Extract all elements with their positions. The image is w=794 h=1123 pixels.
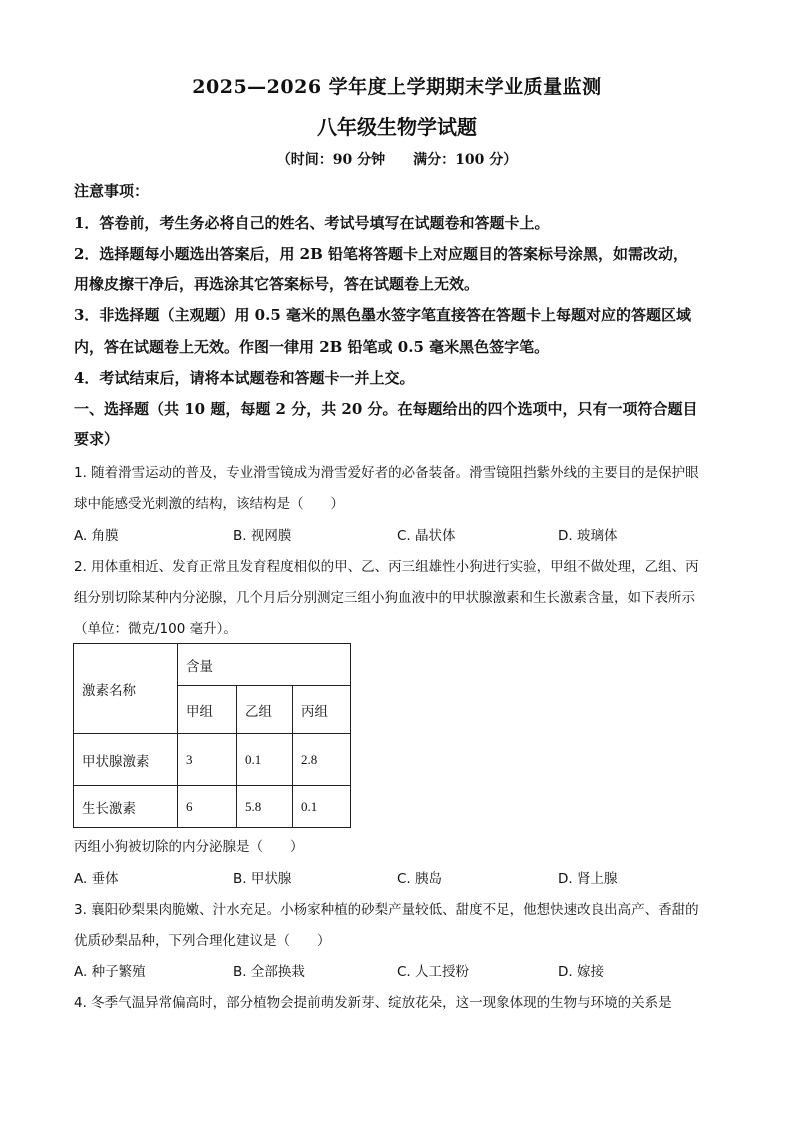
note-line: 2．选择题每小题选出答案后，用 2B 铅笔将答题卡上对应题目的答案标号涂黑，如需改动， [74,245,689,263]
section-heading: 一、选择题（共 10 题，每题 2 分，共 20 分。在每题给出的四个选项中，只有一项符合题目 [74,400,698,418]
column-header: 乙组 [237,686,293,734]
q2-stem: 2. 用体重相近、发育正常且发育程度相似的甲、乙、丙三组雄性小狗进行实验，甲组不做处理，乙组、丙 [74,559,699,575]
q1-option-a: A. 角膜 [74,528,119,544]
q4-stem: 4. 冬季气温异常偏高时，部分植物会提前萌发新芽、绽放花朵，这一现象体现的生物与环境的关系是 [74,995,672,1011]
q2-unit: （单位：微克/100 毫升）。 [74,621,237,637]
table-cell: 5.8 [237,786,293,828]
note-line: 3．非选择题（主观题）用 0.5 毫米的黑色墨水签字笔直接答在答题卡上每题对应的答题区域 [74,306,691,324]
row-label: 生长激素 [74,786,178,828]
q2-option-d: D. 肾上腺 [558,871,618,887]
q3-stem-cont: 优质砂梨品种，下列合理化建议是（ ） [74,933,331,949]
q3-option-b: B. 全部换栽 [233,964,305,980]
q3-option-d: D. 嫁接 [558,964,604,980]
table-cell: 3 [178,734,237,786]
q2-question: 丙组小狗被切除的内分泌腺是（ ） [74,839,304,855]
q1-option-d: D. 玻璃体 [558,528,618,544]
q3-option-a: A. 种子繁殖 [74,964,146,980]
row-label: 甲状腺激素 [74,734,178,786]
q2-stem-cont: 组分别切除某种内分泌腺，几个月后分别测定三组小狗血液中的甲状腺激素和生长激素含量，如下表所示 [74,590,695,606]
q2-option-c: C. 胰岛 [397,871,443,887]
q1-stem: 1. 随着滑雪运动的普及，专业滑雪镜成为滑雪爱好者的必备装备。滑雪镜阻挡紫外线的主要目的是保护眼 [74,465,699,481]
note-line: 用橡皮擦干净后，再选涂其它答案标号，答在试题卷上无效。 [74,275,480,293]
column-header: 丙组 [293,686,351,734]
q1-option-c: C. 晶状体 [397,528,456,544]
q1-stem-cont: 球中能感受光刺激的结构，该结构是（ ） [74,496,344,512]
note-line: 4．考试结束后，请将本试题卷和答题卡一并上交。 [74,369,415,387]
q3-stem: 3. 襄阳砂梨果肉脆嫩、汁水充足。小杨家种植的砂梨产量较低、甜度不足，他想快速改良出高产、香甜的 [74,902,699,918]
q2-option-a: A. 垂体 [74,871,119,887]
note-line: 内，答在试题卷上无效。作图一律用 2B 铅笔或 0.5 毫米黑色签字笔。 [74,338,550,356]
q2-option-b: B. 甲状腺 [233,871,292,887]
notes-heading: 注意事项： [74,182,150,200]
group-header: 含量 [178,644,351,686]
table-cell: 0.1 [293,786,351,828]
table-cell: 6 [178,786,237,828]
row-header: 激素名称 [74,644,178,734]
table-cell: 2.8 [293,734,351,786]
column-header: 甲组 [178,686,237,734]
section-heading-cont: 要求） [74,430,120,448]
exam-info: （时间：90 分钟 满分：100 分） [276,152,518,168]
note-line: 1．答卷前，考生务必将自己的姓名、考试号填写在试题卷和答题卡上。 [74,214,550,232]
hormone-table [73,643,351,828]
q1-option-b: B. 视网膜 [233,528,292,544]
table-cell: 0.1 [237,734,293,786]
exam-title: 2025—2026 学年度上学期期末学业质量监测 [192,76,602,98]
q3-option-c: C. 人工授粉 [397,964,470,980]
exam-subtitle: 八年级生物学试题 [317,115,477,139]
